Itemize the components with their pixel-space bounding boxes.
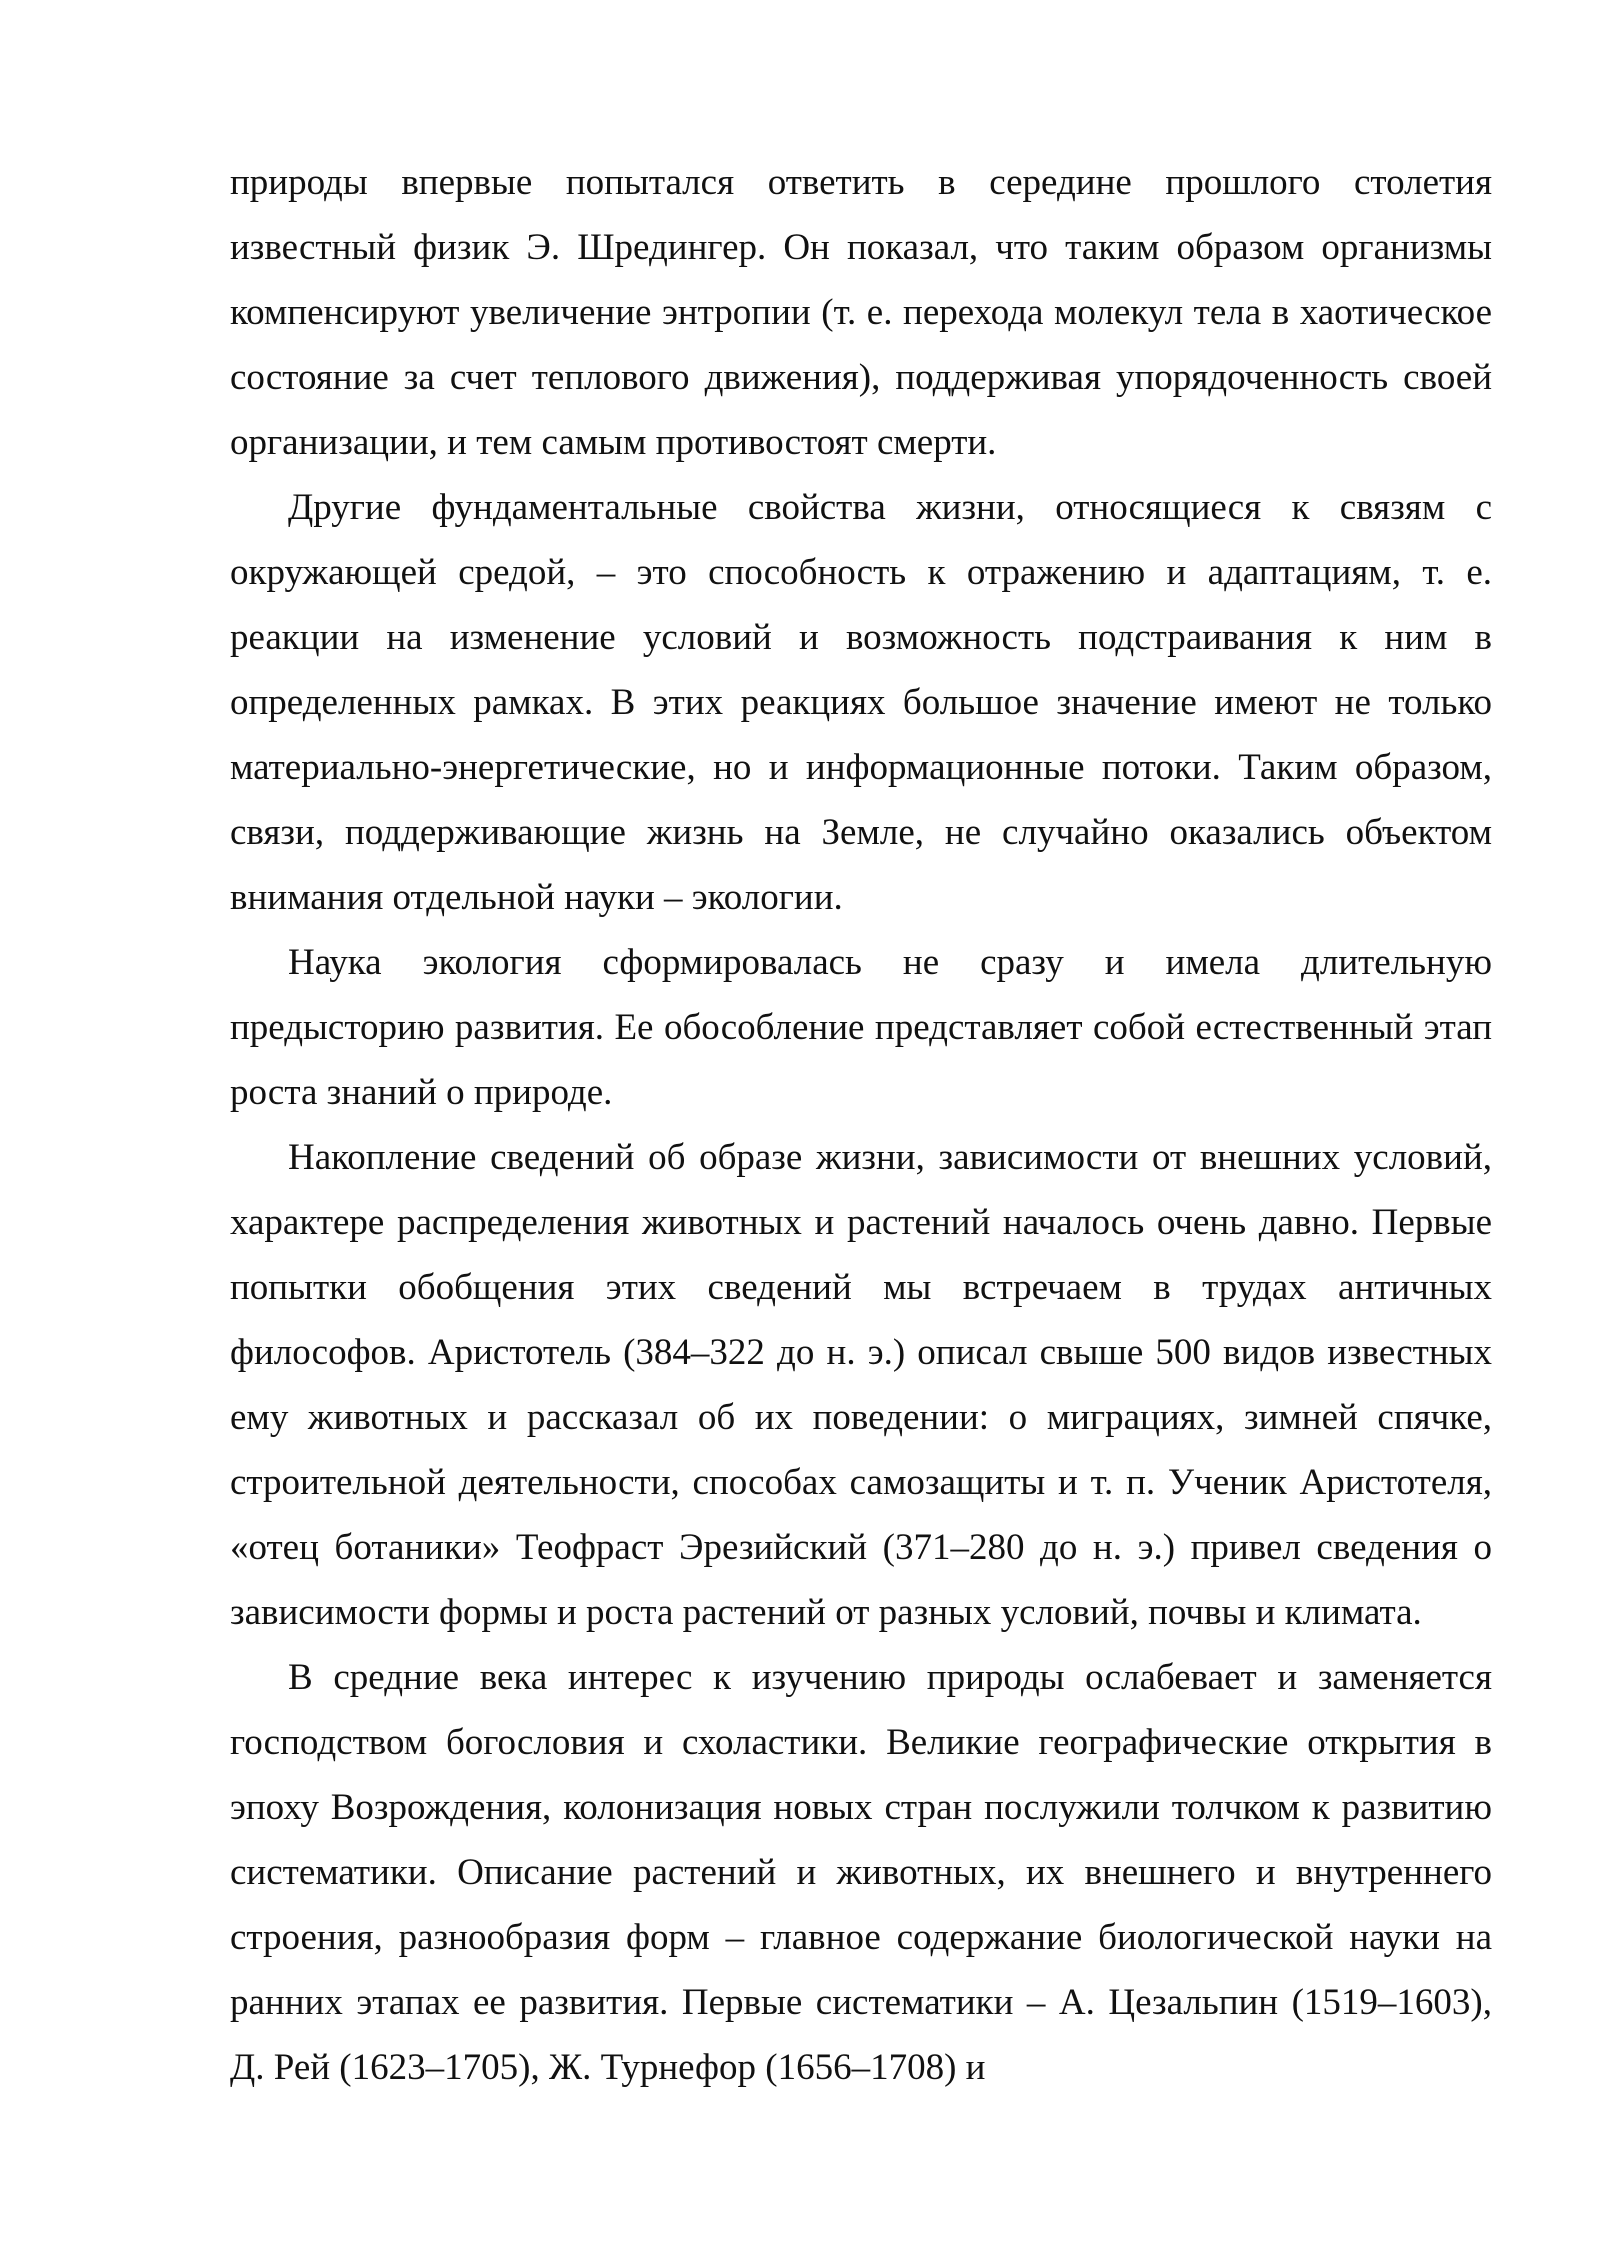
body-text [230,150,1492,2100]
paragraph-3: Наука экология сформировалась не сразу и имела длительную предысторию развития. Ее обособление представляет собой естественный этап роста знаний о природе. [230,942,1492,1113]
paragraph-1: природы впервые попытался ответить в середине прошлого столетия известный физик Э. Шредингер. Он показал, что таким образом организмы компенсируют увеличение энтропии (т. е. перехода молекул тела в хаотическое состояние за счет теплового движения), поддерживая упорядоченность своей организации, и тем самым противостоят смерти. [230,162,1492,463]
paragraph-5: В средние века интерес к изучению природы ослабевает и заменяется господством богословия и схоластики. Великие географические открытия в эпоху Возрождения, колонизация новых стран послужили толчком к развитию систематики. Описание растений и животных, их внешнего и внутреннего строения, разнообразия форм – главное содержание биологической науки на ранних этапах ее развития. Первые систематики – А. Цезальпин (1519–1603), Д. Рей (1623–1705), Ж. Турнефор (1656–1708) и [230,1657,1492,2088]
paragraph-2: Другие фундаментальные свойства жизни, относящиеся к связям с окружающей средой, – это способность к отражению и адаптациям, т. е. реакции на изменение условий и возможность подстраивания к ним в определенных рамках. В этих реакциях большое значение имеют не только материально-энергетические, но и информационные потоки. Таким образом, связи, поддерживающие жизнь на Земле, не случайно оказались объектом внимания отдельной науки – экологии. [230,487,1492,918]
paragraph-4: Накопление сведений об образе жизни, зависимости от внешних условий, характере распределения животных и растений началось очень давно. Первые попытки обобщения этих сведений мы встречаем в трудах античных философов. Аристотель (384–322 до н. э.) описал свыше 500 видов известных ему животных и рассказал об их поведении: о миграциях, зимней спячке, строительной деятельности, способах самозащиты и т. п. Ученик Аристотеля, «отец ботаники» Теофраст Эрезийский (371–280 до н. э.) привел сведения о зависимости формы и роста растений от разных условий, почвы и климата. [230,1137,1492,1633]
